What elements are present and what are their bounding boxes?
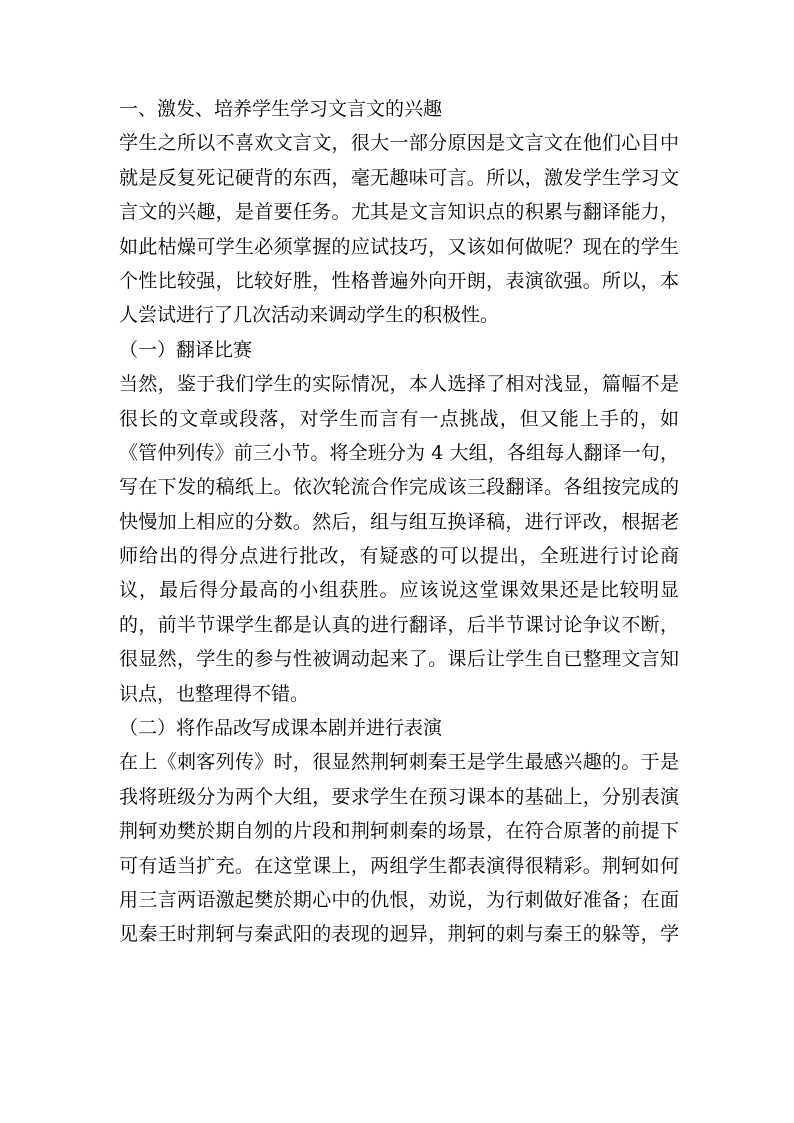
paragraph-line: 写在下发的稿纸上。依次轮流合作完成该三段翻译。各组按完成的	[119, 476, 679, 499]
subsection-heading: （一）翻译比赛	[119, 338, 253, 361]
paragraph-line: 快慢加上相应的分数。然后，组与组互换译稿，进行评改，根据老	[119, 510, 679, 533]
paragraph-line: 就是反复死记硬背的东西，毫无趣味可言。所以，激发学生学习文	[119, 166, 679, 189]
paragraph-line: 个性比较强，比较好胜，性格普遍外向开朗，表演欲强。所以，本	[119, 269, 679, 292]
paragraph-line: 用三言两语激起樊於期心中的仇恨，劝说，为行刺做好准备；在面	[119, 888, 679, 911]
paragraph-line: 荆轲劝樊於期自刎的片段和荆轲刺秦的场景，在符合原著的前提下	[119, 820, 679, 843]
section-heading: 一、激发、培养学生学习文言文的兴趣	[119, 98, 443, 120]
paragraph-line: 学生之所以不喜欢文言文，很大一部分原因是文言文在他们心目中	[119, 132, 679, 155]
paragraph-line: 见秦王时荆轲与秦武阳的表现的迥异，荆轲的刺与秦王的躲等，学	[119, 923, 679, 946]
paragraph-line: 当然，鉴于我们学生的实际情况，本人选择了相对浅显，篇幅不是	[119, 373, 679, 396]
paragraph-line: 人尝试进行了几次活动来调动学生的积极性。	[119, 304, 500, 327]
paragraph-line: 议，最后得分最高的小组获胜。应该说这堂课效果还是比较明显	[119, 579, 679, 602]
document-body	[119, 92, 679, 952]
paragraph-line: 很长的文章或段落，对学生而言有一点挑战，但又能上手的，如	[119, 407, 679, 430]
paragraph-line: 《管仲列传》前三小节。将全班分为 4 大组，各组每人翻译一句，	[119, 441, 679, 464]
subsection-heading: （二）将作品改写成课本剧并进行表演	[119, 717, 443, 740]
paragraph-line: 我将班级分为两个大组，要求学生在预习课本的基础上，分别表演	[119, 785, 679, 808]
paragraph-line: 在上《刺客列传》时，很显然荆轲刺秦王是学生最感兴趣的。于是	[119, 751, 679, 774]
paragraph-line: 师给出的得分点进行批改，有疑惑的可以提出，全班进行讨论商	[119, 545, 679, 568]
paragraph-line: 如此枯燥可学生必须掌握的应试技巧，又该如何做呢？现在的学生	[119, 235, 679, 258]
paragraph-line: 言文的兴趣，是首要任务。尤其是文言知识点的积累与翻译能力，	[119, 201, 679, 224]
paragraph-line: 的，前半节课学生都是认真的进行翻译，后半节课讨论争议不断，	[119, 613, 679, 636]
paragraph-line: 很显然，学生的参与性被调动起来了。课后让学生自已整理文言知	[119, 648, 679, 671]
paragraph-line: 识点，也整理得不错。	[119, 682, 310, 705]
paragraph-line: 可有适当扩充。在这堂课上，两组学生都表演得很精彩。荆轲如何	[119, 854, 679, 877]
